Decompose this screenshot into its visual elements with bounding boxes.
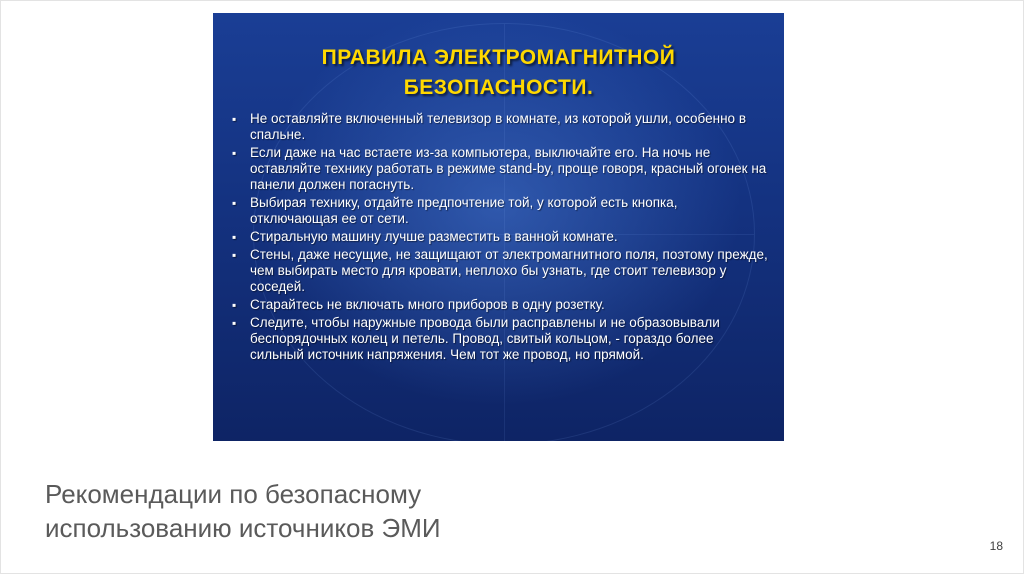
rule-item (228, 247, 768, 295)
slide-picture-title: ПРАВИЛА ЭЛЕКТРОМАГНИТНОЙ БЕЗОПАСНОСТИ. (321, 46, 676, 99)
rule-text: Стиральную машину лучше разместить в ванной комнате. (250, 229, 618, 244)
slide-picture (213, 13, 784, 441)
rules-list (228, 111, 768, 365)
bullet-icon: ▪ (232, 196, 237, 210)
rule-item (228, 111, 768, 143)
rule-item (228, 195, 768, 227)
bullet-icon: ▪ (232, 248, 237, 262)
rule-text: Не оставляйте включенный телевизор в комнате, из которой ушли, особенно в спальне. (250, 111, 746, 142)
bullet-icon: ▪ (232, 230, 237, 244)
bullet-icon: ▪ (232, 298, 237, 312)
rule-text: Старайтесь не включать много приборов в одну розетку. (250, 297, 605, 312)
rule-text: Стены, даже несущие, не защищают от электромагнитного поля, поэтому прежде, чем выбирать место для кровати, неплохо бы узнать, где стоит телевизор у соседей. (250, 247, 768, 294)
bullet-icon: ▪ (232, 112, 237, 126)
rule-item (228, 297, 768, 313)
rule-item (228, 145, 768, 193)
slide-caption: Рекомендации по безопасному использованию источников ЭМИ (45, 479, 441, 543)
rule-text: Выбирая технику, отдайте предпочтение той, у которой есть кнопка, отключающая ее от сети. (250, 195, 678, 226)
bullet-icon: ▪ (232, 146, 237, 160)
rule-text: Если даже на час встаете из-за компьютера, выключайте его. На ночь не оставляйте технику работать в режиме stand-by, проще говоря, красный огонек на панели должен погаснуть. (250, 145, 767, 192)
rule-item (228, 229, 768, 245)
page-number: 18 (989, 539, 1003, 553)
rule-text: Следите, чтобы наружные провода были расправлены и не образовывали беспорядочных колец и петель. Провод, свитый кольцом, - гораздо более сильный источник напряжения. Чем тот же провод, но прямой. (250, 315, 720, 362)
rule-item (228, 315, 768, 363)
bullet-icon: ▪ (232, 316, 237, 330)
